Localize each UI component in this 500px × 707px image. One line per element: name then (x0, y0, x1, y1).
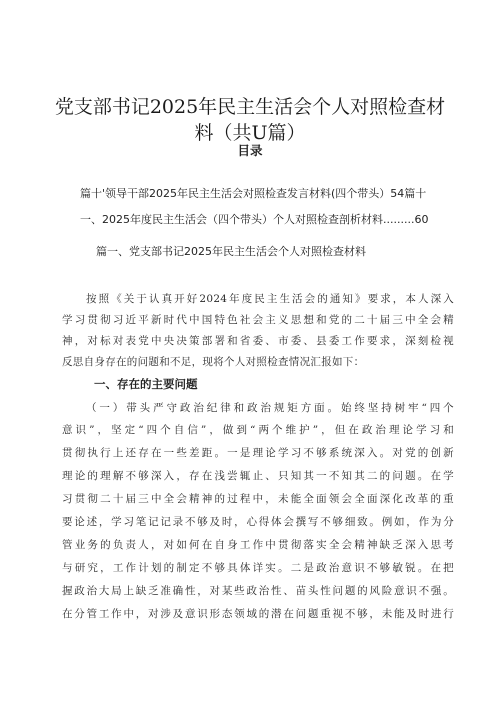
heading-main-problems: 一、存在的主要问题 (94, 377, 198, 391)
body-line: 理论的理解不够深入，存在浅尝辄止、只知其一不知其二的问题。在学 (62, 470, 454, 482)
toc-heading: 目录 (237, 143, 263, 158)
body-line: 在分管工作中，对涉及意识形态领域的潜在问题重视不够，未能及时进行 (62, 608, 454, 620)
body-line: 握政治大局上缺乏准确性，对某些政治性、苗头性问题的风险意识不强。 (62, 585, 454, 597)
body-line: 管业务的负责人，对如何在自身工作中贯彻落实全会精神缺乏深入思考 (62, 539, 454, 551)
body-line: （一）带头严守政治纪律和政治规矩方面。始终坚持树牢“四个 (86, 402, 454, 414)
toc-line: 一、2025年度民主生活会（四个带头）个人对照检查剖析材料.........60 (80, 213, 429, 226)
body-line: 与研究，工作计划的制定不够具体详实。二是政治意识不够敏锐。在把 (62, 562, 454, 574)
body-line: 习贯彻二十届三中全会精神的过程中，未能全面领会全面深化改革的重 (62, 493, 454, 505)
body-line: 贯彻执行上还存在一些差距。一是理论学习不够系统深入。对党的创新 (62, 447, 454, 459)
intro-line: 反思自身存在的问题和不足，现将个人对照检查情况汇报如下： (62, 356, 365, 368)
section-title: 篇一、党支部书记2025年民主生活会个人对照检查材料 (96, 245, 366, 258)
intro-line: 神，对标对表党中央决策部署和省委、市委、县委工作要求，深刻检视 (62, 335, 454, 347)
toc-line: 篇十'领导干部2025年民主生活会对照检查发言材料(四个带头）54篇十 (80, 187, 427, 200)
document-title-line-1: 党支部书记2025年民主生活会个人对照检查材 (54, 96, 446, 118)
intro-line: 按照《关于认真开好2024年度民主生活会的通知》要求，本人深入 (86, 293, 454, 305)
body-line: 意识”，坚定“四个自信”，做到“两个维护”，但在政治理论学习和 (62, 424, 454, 436)
document-title-line-2: 料（共U篇） (194, 122, 306, 144)
body-line: 要论述，学习笔记记录不够及时，心得体会撰写不够细致。例如，作为分 (62, 516, 454, 528)
intro-line: 学习贯彻习近平新时代中国特色社会主义思想和党的二十届三中全会精 (62, 314, 454, 326)
